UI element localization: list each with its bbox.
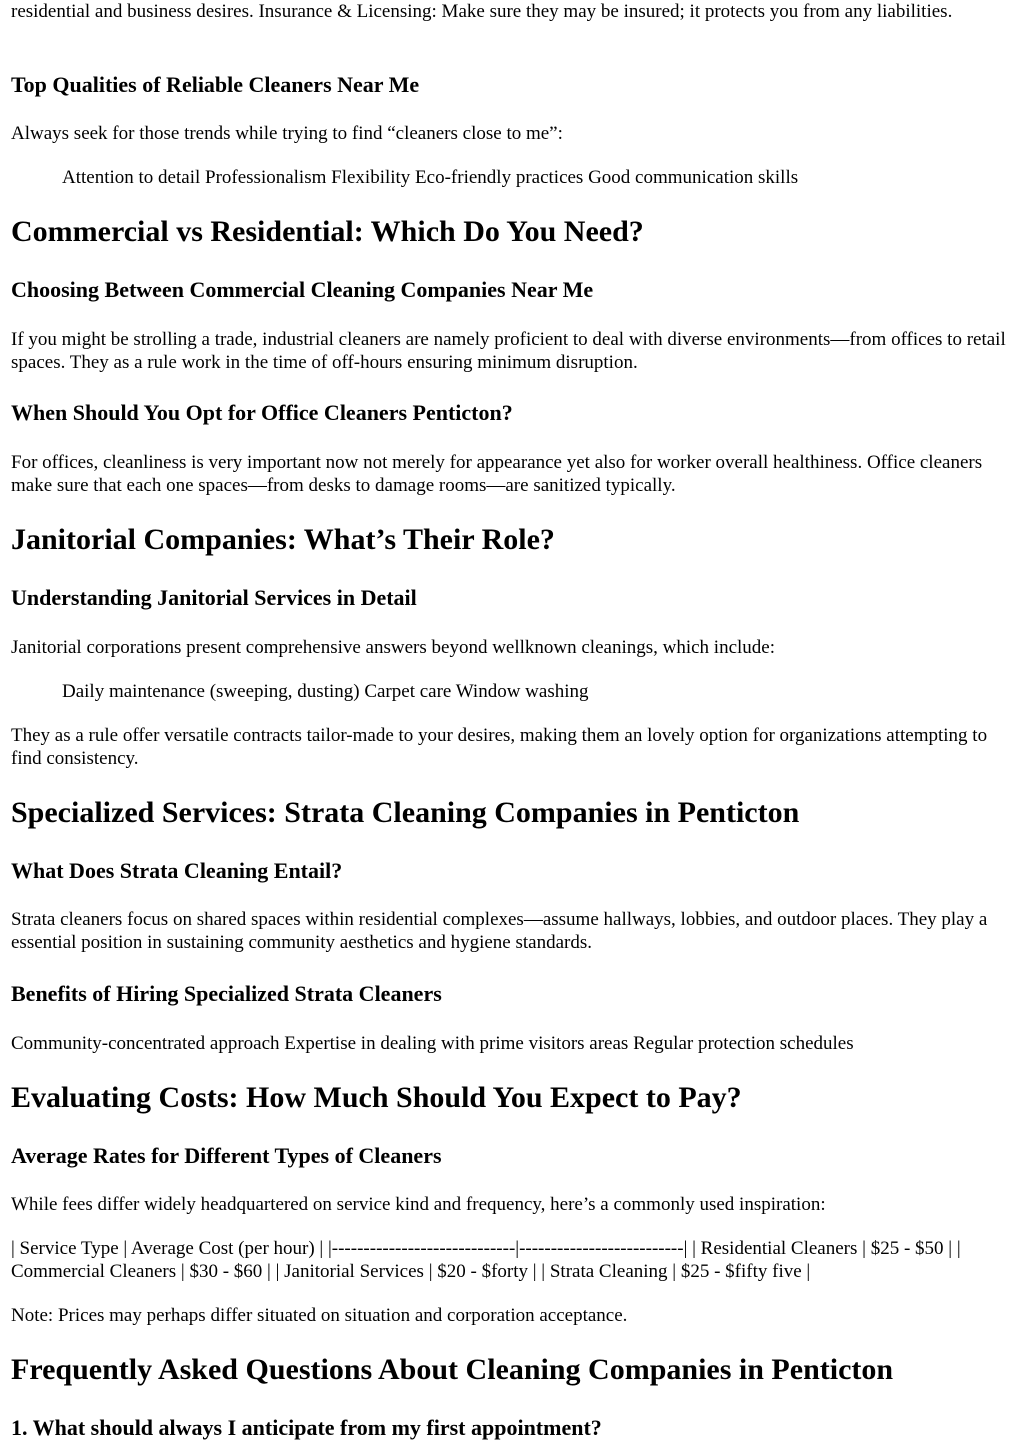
costs-heading: Evaluating Costs: How Much Should You Expect to Pay?: [11, 1081, 742, 1114]
commercial-vs-residential-heading: Commercial vs Residential: Which Do You Need?: [11, 215, 644, 248]
rates-lead-paragraph: While fees differ widely headquartered on service kind and frequency, here’s a commonly used inspiration:: [11, 1194, 826, 1215]
strata-entail-paragraph: Strata cleaners focus on shared spaces within residential complexes—assume hallways, lobbies, and outdoor places. They play a essential position in sustaining community aesthetics and hygiene standards.: [11, 909, 988, 953]
faq-question-1: 1. What should always I anticipate from my first appointment?: [11, 1415, 602, 1440]
strata-entail-heading: What Does Strata Cleaning Entail?: [11, 858, 343, 883]
intro-tail-paragraph: residential and business desires. Insurance & Licensing: Make sure they may be insured; it protects you from any liabilities.: [11, 1, 953, 22]
janitorial-heading: Janitorial Companies: What’s Their Role?: [11, 523, 555, 556]
strata-heading: Specialized Services: Strata Cleaning Companies in Penticton: [11, 796, 800, 829]
janitorial-detail-heading: Understanding Janitorial Services in Detail: [11, 585, 417, 610]
qualities-list: Attention to detail Professionalism Flexibility Eco-friendly practices Good communication skills: [62, 167, 799, 188]
janitorial-lead-paragraph: Janitorial corporations present comprehensive answers beyond wellknown cleanings, which include:: [11, 637, 776, 658]
strata-benefits-paragraph: Community-concentrated approach Expertise in dealing with prime visitors areas Regular protection schedules: [11, 1033, 854, 1054]
qualities-lead-paragraph: Always seek for those trends while trying to find “cleaners close to me”:: [11, 123, 563, 144]
rates-heading: Average Rates for Different Types of Cleaners: [11, 1143, 442, 1168]
janitorial-outro-paragraph: They as a rule offer versatile contracts tailor-made to your desires, making them an lovely option for organizations attempting to find consistency.: [11, 725, 988, 769]
prices-note-paragraph: Note: Prices may perhaps differ situated on situation and corporation acceptance.: [11, 1305, 628, 1326]
choosing-commercial-paragraph: If you might be strolling a trade, industrial cleaners are namely proficient to deal with diverse environments—from offices to retail spaces. They as a rule work in the time of off-hours ensuring minimum disruption.: [11, 329, 1006, 373]
office-cleaners-paragraph: For offices, cleanliness is very important now not merely for appearance yet also for worker overall healthiness. Office cleaners make sure that each one spaces—from desks to damage rooms—are sanitized typically.: [11, 452, 983, 496]
strata-benefits-heading: Benefits of Hiring Specialized Strata Cleaners: [11, 981, 442, 1006]
janitorial-list: Daily maintenance (sweeping, dusting) Carpet care Window washing: [62, 681, 589, 702]
qualities-heading: Top Qualities of Reliable Cleaners Near Me: [11, 72, 420, 97]
faq-heading: Frequently Asked Questions About Cleaning Companies in Penticton: [11, 1353, 894, 1386]
rates-table-text: | Service Type | Average Cost (per hour) | |-----------------------------|--------------------------| | Residential Cleaners | $25 - $50 | | Commercial Cleaners | $30 - $60 | | Janitorial Services | $20 - $forty | | Strata Cleaning | $25 - $fifty five |: [11, 1238, 961, 1282]
office-cleaners-heading: When Should You Opt for Office Cleaners Penticton?: [11, 400, 513, 425]
choosing-commercial-heading: Choosing Between Commercial Cleaning Companies Near Me: [11, 277, 594, 302]
